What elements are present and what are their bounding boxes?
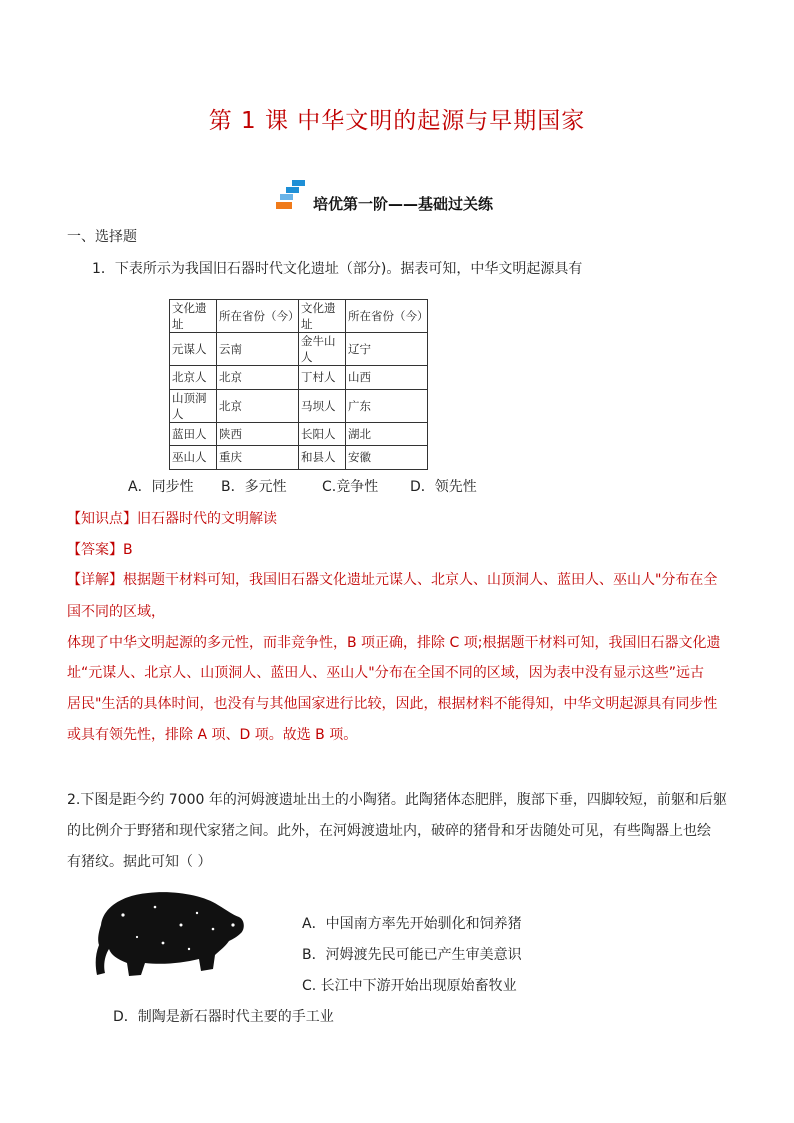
detail-line-5: 居民"生活的具体时间，也没有与其他国家进行比较，因此，根据材料不能得知，中华文明起源具有同步性 bbox=[67, 696, 718, 712]
table-cell: 元谋人 bbox=[170, 333, 217, 366]
answer-line bbox=[67, 539, 133, 559]
table-row bbox=[170, 333, 428, 366]
table-cell: 北京人 bbox=[170, 366, 217, 390]
detail-tag: 【详解】 bbox=[67, 572, 123, 588]
table-cell: 北京 bbox=[217, 389, 299, 422]
section-heading: 一、选择题 bbox=[67, 229, 137, 245]
q1-option-b: B．多元性 bbox=[221, 479, 287, 495]
table-cell: 山西 bbox=[346, 366, 428, 390]
q1-option-a: A．同步性 bbox=[128, 479, 194, 495]
subtitle: 培优第一阶——基础过关练 bbox=[313, 195, 494, 213]
question-2-line-2: 的比例介于野猪和现代家猪之间。此外，在河姆渡遗址内，破碎的猪骨和牙齿随处可见，有些陶器上也绘 bbox=[67, 823, 711, 839]
table-row bbox=[170, 446, 428, 470]
table-header-row bbox=[170, 300, 428, 333]
q2-option-d: D．制陶是新石器时代主要的手工业 bbox=[113, 1009, 334, 1025]
answer-tag: 【答案】 bbox=[67, 542, 123, 558]
detail-line-4: 址“元谋人、北京人、山顶洞人、蓝田人、巫山人"分布在全国不同的区域，因为表中没有显示这些”远古 bbox=[67, 665, 704, 681]
table-header-cell: 所在省份（今） bbox=[346, 300, 428, 333]
table-cell: 云南 bbox=[217, 333, 299, 366]
detail-line-3: 体现了中华文明起源的多元性，而非竞争性，B 项正确，排除 C 项;根据题干材料可知，我国旧石器文化遗 bbox=[67, 635, 721, 651]
table-row bbox=[170, 366, 428, 390]
knowledge-tag: 【知识点】 bbox=[67, 511, 137, 527]
table-cell: 广东 bbox=[346, 389, 428, 422]
detail-text: 根据题干材料可知，我国旧石器文化遗址元谋人、北京人、山顶洞人、蓝田人、巫山人"分布在全 bbox=[123, 572, 718, 588]
knowledge-text: 旧石器时代的文明解读 bbox=[137, 511, 277, 527]
question-1-stem: 1．下表所示为我国旧石器时代文化遗址（部分)。据表可知，中华文明起源具有 bbox=[92, 261, 583, 277]
q2-option-c: C. 长江中下游开始出现原始畜牧业 bbox=[302, 978, 517, 994]
q1-option-d: D．领先性 bbox=[410, 479, 477, 495]
table-header-cell: 所在省份（今） bbox=[217, 300, 299, 333]
detail-line-2: 国不同的区域， bbox=[67, 604, 165, 620]
stairs-icon bbox=[276, 180, 310, 210]
q1-option-c: C.竞争性 bbox=[322, 479, 379, 495]
table-header-cell: 文化遗址 bbox=[299, 300, 346, 333]
table-cell: 巫山人 bbox=[170, 446, 217, 470]
table-cell: 辽宁 bbox=[346, 333, 428, 366]
table-row bbox=[170, 422, 428, 446]
detail-line-6: 或具有领先性，排除 A 项、D 项。故选 B 项。 bbox=[67, 727, 358, 743]
knowledge-point bbox=[67, 508, 277, 528]
table-cell: 蓝田人 bbox=[170, 422, 217, 446]
page-title: 第 1 课 中华文明的起源与早期国家 bbox=[208, 108, 586, 134]
table-cell: 湖北 bbox=[346, 422, 428, 446]
sites-table bbox=[169, 299, 428, 470]
table-cell: 和县人 bbox=[299, 446, 346, 470]
table-cell: 北京 bbox=[217, 366, 299, 390]
table-cell: 长阳人 bbox=[299, 422, 346, 446]
table-cell: 山顶洞人 bbox=[170, 389, 217, 422]
table-cell: 安徽 bbox=[346, 446, 428, 470]
pottery-pig-image bbox=[93, 885, 248, 980]
table-cell: 丁村人 bbox=[299, 366, 346, 390]
table-cell: 重庆 bbox=[217, 446, 299, 470]
question-2-line-3: 有猪纹。据此可知（ ） bbox=[67, 854, 212, 870]
q2-option-a: A．中国南方率先开始驯化和饲养猪 bbox=[302, 916, 522, 932]
detail-line-1 bbox=[67, 569, 717, 589]
table-header-cell: 文化遗址 bbox=[170, 300, 217, 333]
q2-option-b: B．河姆渡先民可能已产生审美意识 bbox=[302, 947, 522, 963]
table-cell: 金牛山人 bbox=[299, 333, 346, 366]
table-cell: 陕西 bbox=[217, 422, 299, 446]
question-2-line-1: 2.下图是距今约 7000 年的河姆渡遗址出土的小陶猪。此陶猪体态肥胖，腹部下垂，四脚较短，前躯和后躯 bbox=[67, 792, 727, 808]
table-row bbox=[170, 389, 428, 422]
answer-text: B bbox=[123, 542, 133, 558]
table-cell: 马坝人 bbox=[299, 389, 346, 422]
